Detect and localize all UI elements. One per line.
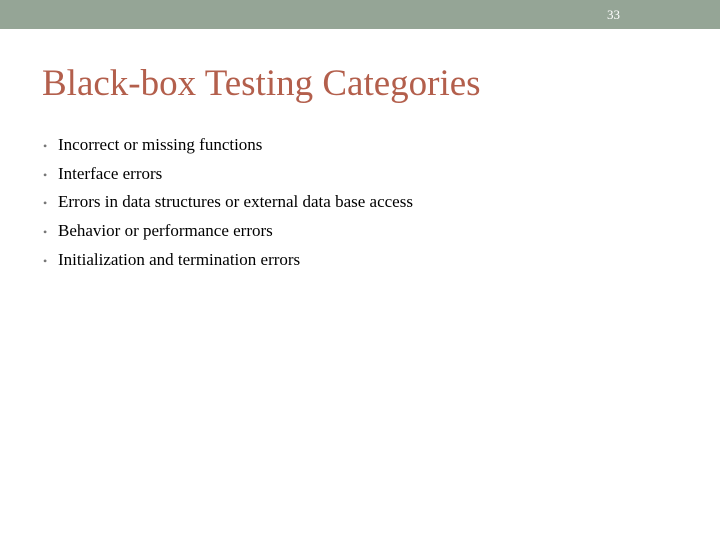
slide-number: 33 bbox=[607, 7, 620, 22]
bullet-item bbox=[43, 246, 413, 275]
bullet-text: Errors in data structures or external data base access bbox=[58, 192, 413, 212]
bullet-item bbox=[43, 188, 413, 217]
bullet-dot-icon: • bbox=[43, 139, 48, 153]
bullet-item bbox=[43, 160, 413, 189]
bullet-text: Interface errors bbox=[58, 163, 163, 183]
bullet-dot-icon: • bbox=[43, 225, 48, 240]
bullet-text: Behavior or performance errors bbox=[58, 221, 273, 241]
bullet-item bbox=[43, 217, 413, 246]
bullet-list bbox=[43, 131, 413, 274]
slide-header-bar bbox=[0, 0, 720, 29]
bullet-dot-icon: • bbox=[43, 253, 48, 268]
bullet-text: Initialization and termination errors bbox=[58, 249, 301, 269]
bullet-dot-icon: • bbox=[43, 167, 48, 182]
slide-title: Black-box Testing Categories bbox=[42, 63, 481, 104]
bullet-dot-icon: • bbox=[43, 196, 48, 211]
bullet-item bbox=[43, 131, 413, 160]
bullet-text: Incorrect or missing functions bbox=[58, 135, 263, 154]
